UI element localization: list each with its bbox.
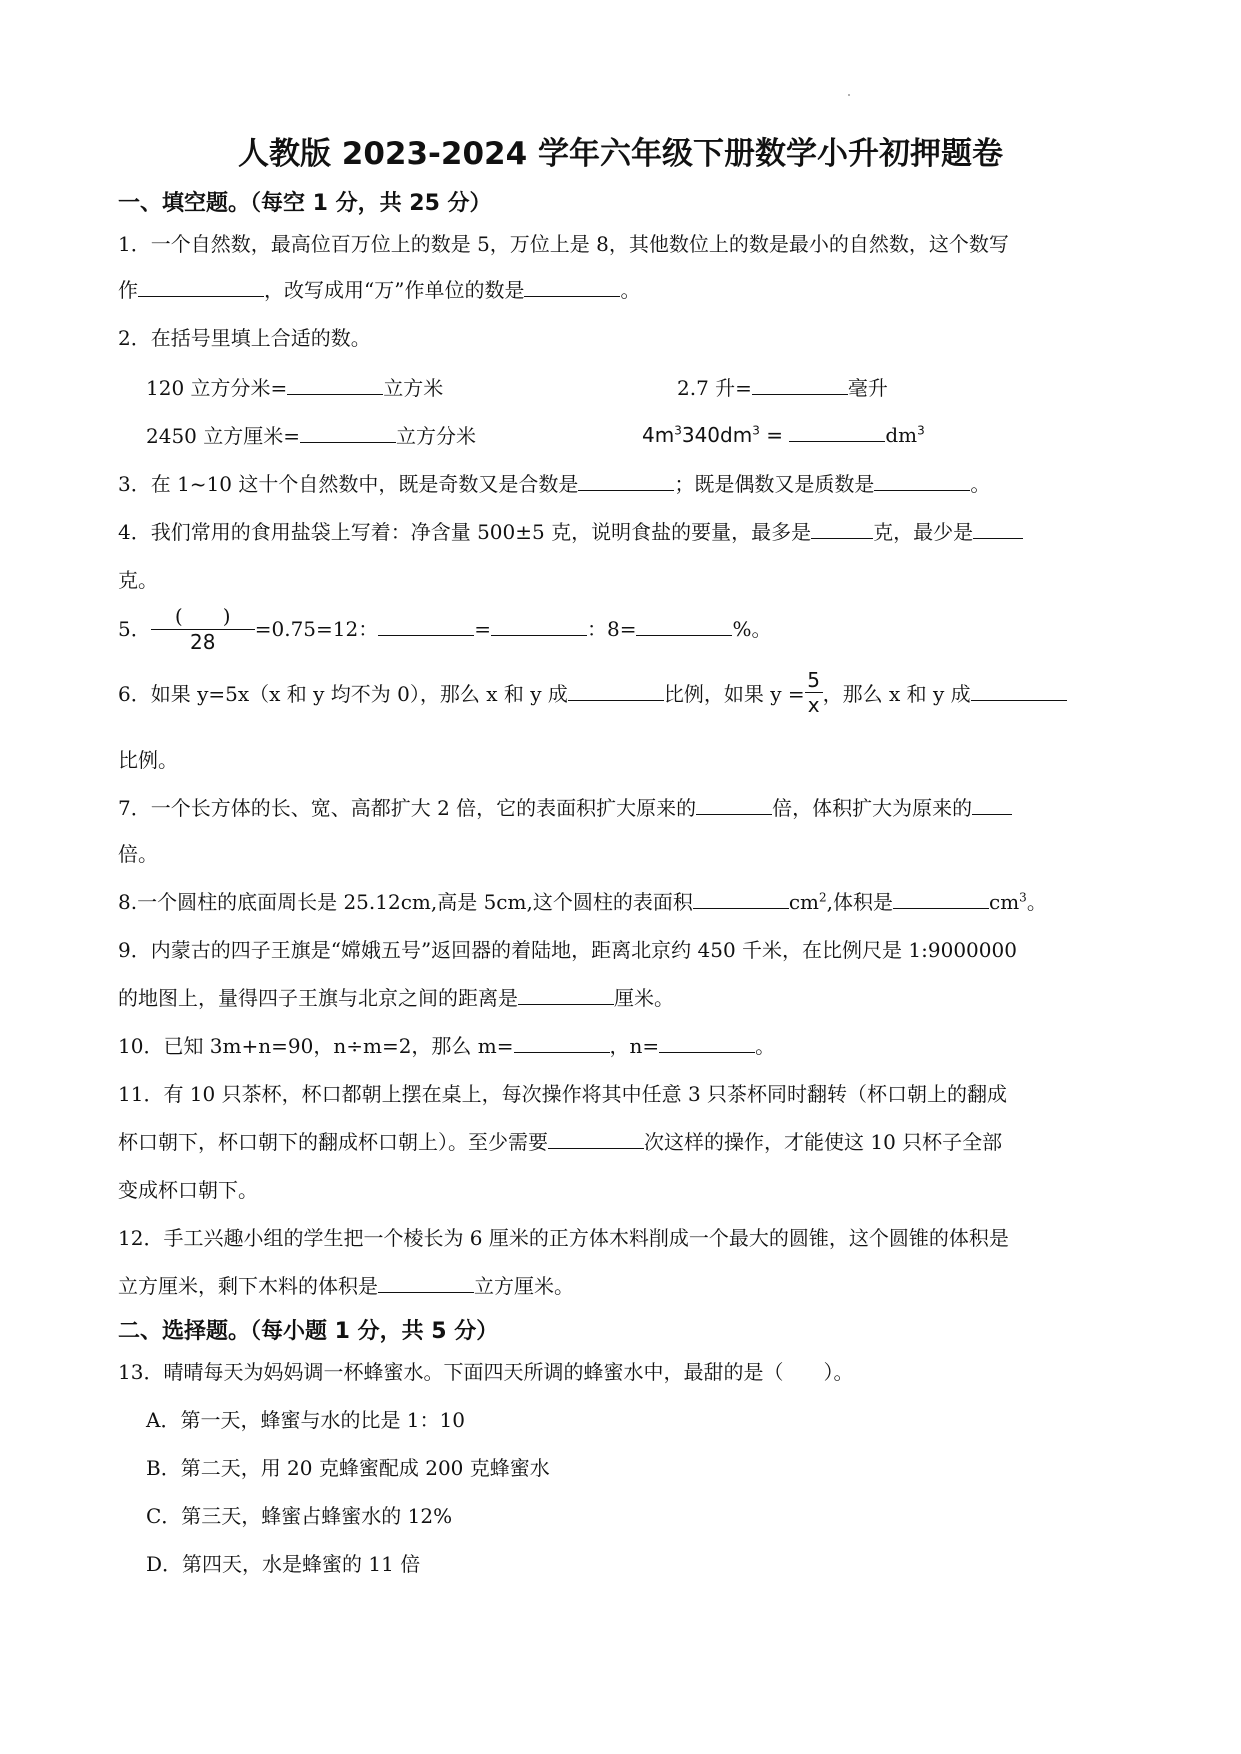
q2-a-text: 120 立方分米= bbox=[146, 376, 288, 400]
q9-blank[interactable] bbox=[518, 983, 614, 1005]
q5-blank-2[interactable] bbox=[491, 614, 587, 636]
q5-label: 5． bbox=[118, 616, 151, 641]
q11-line-2 bbox=[118, 1126, 1002, 1155]
q5-text-b: = bbox=[474, 616, 491, 641]
section-2-heading: 二、选择题。（每小题 1 分，共 5 分） bbox=[118, 1319, 499, 1344]
q6-fraction bbox=[805, 668, 823, 717]
page-mark bbox=[848, 94, 850, 96]
q10-line bbox=[118, 1030, 775, 1059]
exam-title: 人教版 2023-2024 学年六年级下册数学小升初押题卷 bbox=[237, 136, 1003, 172]
q2-blank-b[interactable] bbox=[752, 373, 848, 395]
q8-blank-1[interactable] bbox=[693, 887, 789, 909]
q6-line-1 bbox=[118, 668, 1067, 717]
q7-blank-1[interactable] bbox=[696, 793, 772, 815]
q2-c-unit: 立方分米 bbox=[396, 424, 477, 448]
section-1-heading: 一、填空题。（每空 1 分，共 25 分） bbox=[118, 191, 492, 216]
q5-denominator: 28 bbox=[190, 630, 216, 654]
q2-item-d bbox=[642, 420, 925, 447]
q5-text-a: =0.75=12： bbox=[254, 616, 379, 641]
q2-blank-d[interactable] bbox=[789, 420, 885, 442]
q13-option-c[interactable]: C．第三天，蜂蜜占蜂蜜水的 12% bbox=[146, 1504, 453, 1528]
q3-blank-2[interactable] bbox=[874, 469, 970, 491]
q9-line-1: 9．内蒙古的四子王旗是“嫦娥五号”返回器的着陆地，距离北京约 450 千米，在比例尺是 1:9000000 bbox=[118, 938, 1017, 962]
q7-line-1 bbox=[118, 792, 1012, 821]
q3-line bbox=[118, 468, 990, 497]
q5-fraction bbox=[151, 600, 255, 654]
q6-text-c: ，那么 x 和 y 成 bbox=[822, 682, 971, 706]
q4-text-a: 4．我们常用的食用盐袋上写着：净含量 500±5 克，说明食盐的要量，最多是 bbox=[118, 520, 812, 544]
q7-text-b: 倍，体积扩大为原来的 bbox=[772, 796, 973, 820]
q1-line-2 bbox=[118, 274, 640, 303]
q7-line-2: 倍。 bbox=[118, 842, 158, 866]
q9-text-a: 的地图上，量得四子王旗与北京之间的距离是 bbox=[118, 986, 518, 1010]
q2-d-text-2: 340dm bbox=[681, 423, 753, 447]
q8-unit-1-sup: 2 bbox=[819, 890, 827, 905]
q6-part-b bbox=[823, 678, 1067, 707]
q6-part-a bbox=[118, 678, 805, 707]
q4-blank-1[interactable] bbox=[811, 517, 873, 539]
q1-text-b: ，改写成用“万”作单位的数是 bbox=[264, 278, 525, 302]
q3-blank-1[interactable] bbox=[578, 469, 674, 491]
q5-numerator-blank[interactable]: ( ) bbox=[151, 600, 255, 630]
q5-text-d: %。 bbox=[732, 616, 772, 641]
q1-text-a: 作 bbox=[118, 278, 138, 302]
q2-blank-a[interactable] bbox=[287, 373, 383, 395]
q2-d-sup-1: 3 bbox=[674, 423, 682, 438]
q3-text-a: 3．在 1~10 这十个自然数中，既是奇数又是合数是 bbox=[118, 472, 579, 496]
q1-blank-1[interactable] bbox=[138, 275, 264, 297]
q6-text-a: 6．如果 y=5x（x 和 y 均不为 0），那么 x 和 y 成 bbox=[118, 682, 568, 706]
q6-line-2: 比例。 bbox=[118, 748, 178, 772]
q11-blank[interactable] bbox=[548, 1127, 644, 1149]
q1-blank-2[interactable] bbox=[524, 275, 620, 297]
q8-blank-2[interactable] bbox=[893, 887, 989, 909]
q12-line-1: 12．手工兴趣小组的学生把一个棱长为 6 厘米的正方体木料削成一个最大的圆锥，这个圆锥的体积是 bbox=[118, 1226, 1009, 1250]
q3-text-c: 。 bbox=[970, 472, 991, 496]
q8-text-c: ,体积是 bbox=[826, 890, 893, 914]
q8-text-e: 。 bbox=[1026, 890, 1047, 914]
q2-d-text-1: 4m bbox=[642, 423, 675, 447]
q10-blank-1[interactable] bbox=[514, 1031, 610, 1053]
q5-text-c: ：8= bbox=[587, 616, 637, 641]
q2-a-unit: 立方米 bbox=[383, 376, 444, 400]
q12-text-b: 立方厘米。 bbox=[474, 1274, 574, 1298]
q11-line-3: 变成杯口朝下。 bbox=[118, 1178, 258, 1202]
q1-text-c: 。 bbox=[620, 278, 641, 302]
q5-line bbox=[118, 600, 772, 654]
q4-line-1 bbox=[118, 516, 1023, 545]
q2-b-unit: 毫升 bbox=[847, 376, 888, 400]
q11-line-1: 11．有 10 只茶杯，杯口都朝上摆在桌上，每次操作将其中任意 3 只茶杯同时翻转（杯口朝上的翻成 bbox=[118, 1082, 1008, 1106]
q2-blank-c[interactable] bbox=[300, 421, 396, 443]
q1-line-1: 1．一个自然数，最高位百万位上的数是 5，万位上是 8，其他数位上的数是最小的自然数，这个数写 bbox=[118, 232, 1009, 256]
q8-line bbox=[118, 886, 1047, 915]
q10-text-c: 。 bbox=[755, 1034, 776, 1058]
q3-text-b: ；既是偶数又是质数是 bbox=[674, 472, 875, 496]
q10-text-b: ，n= bbox=[609, 1034, 660, 1058]
q13-prompt: 13．晴晴每天为妈妈调一杯蜂蜜水。下面四天所调的蜂蜜水中，最甜的是（ ）。 bbox=[118, 1360, 854, 1384]
q5-rest bbox=[255, 613, 772, 642]
q6-denominator: x bbox=[807, 693, 820, 717]
q5-blank-1[interactable] bbox=[378, 614, 474, 636]
q11-text-b: 次这样的操作，才能使这 10 只杯子全部 bbox=[644, 1130, 1003, 1154]
q2-d-unit: dm bbox=[885, 423, 918, 447]
q2-item-c bbox=[146, 420, 476, 449]
q13-option-b[interactable]: B．第二天，用 20 克蜂蜜配成 200 克蜂蜜水 bbox=[146, 1456, 550, 1480]
q8-text-a: 8.一个圆柱的底面周长是 25.12cm,高是 5cm,这个圆柱的表面积 bbox=[118, 890, 693, 914]
q11-text-a: 杯口朝下，杯口朝下的翻成杯口朝上）。至少需要 bbox=[118, 1130, 548, 1154]
q8-unit-1: cm bbox=[788, 890, 819, 914]
q6-text-b: 比例，如果 y = bbox=[663, 682, 805, 706]
q8-unit-2: cm bbox=[989, 890, 1020, 914]
q2-c-text: 2450 立方厘米= bbox=[146, 424, 301, 448]
q7-blank-2[interactable] bbox=[972, 793, 1012, 815]
q13-option-a[interactable]: A．第一天，蜂蜜与水的比是 1：10 bbox=[146, 1408, 465, 1432]
q2-d-unit-sup: 3 bbox=[917, 423, 925, 438]
q12-text-a: 立方厘米，剩下木料的体积是 bbox=[118, 1274, 378, 1298]
q5-blank-3[interactable] bbox=[636, 614, 732, 636]
q4-blank-2[interactable] bbox=[973, 517, 1023, 539]
q6-numerator: 5 bbox=[805, 668, 823, 693]
q4-text-b: 克，最少是 bbox=[873, 520, 974, 544]
q2-item-a bbox=[146, 372, 443, 401]
q10-text-a: 10．已知 3m+n=90，n÷m=2，那么 m= bbox=[118, 1034, 514, 1058]
q2-prompt: 2．在括号里填上合适的数。 bbox=[118, 326, 371, 350]
q2-item-b bbox=[677, 372, 888, 401]
q6-blank-1[interactable] bbox=[568, 679, 664, 701]
q6-blank-2[interactable] bbox=[971, 679, 1067, 701]
q9-text-b: 厘米。 bbox=[614, 986, 674, 1010]
q8-unit-2-sup: 3 bbox=[1019, 890, 1027, 905]
q2-d-equals: = bbox=[759, 423, 790, 447]
q2-b-text: 2.7 升= bbox=[677, 376, 752, 400]
q9-line-2 bbox=[118, 982, 674, 1011]
q10-blank-2[interactable] bbox=[659, 1031, 755, 1053]
q12-line-2 bbox=[118, 1270, 574, 1299]
q7-text-a: 7．一个长方体的长、宽、高都扩大 2 倍，它的表面积扩大原来的 bbox=[118, 796, 697, 820]
q13-option-d[interactable]: D．第四天，水是蜂蜜的 11 倍 bbox=[146, 1552, 421, 1576]
q2-d-sup-2: 3 bbox=[752, 423, 760, 438]
q4-line-2: 克。 bbox=[118, 568, 158, 592]
q12-blank[interactable] bbox=[378, 1271, 474, 1293]
